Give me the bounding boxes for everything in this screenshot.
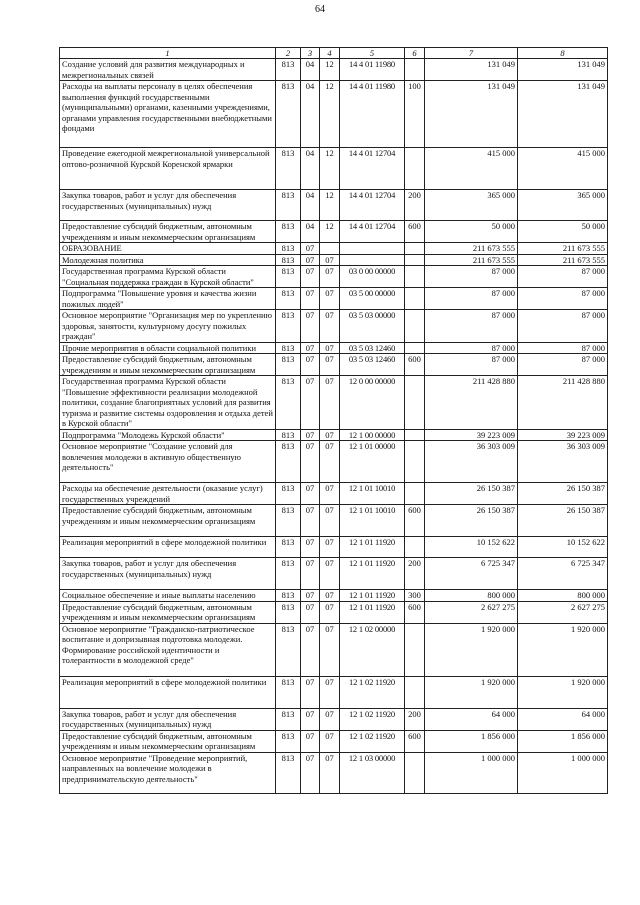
cell-amount-1: 211 673 555 bbox=[425, 254, 518, 266]
cell-expense-type bbox=[405, 310, 425, 343]
cell-amount-1: 211 673 555 bbox=[425, 243, 518, 255]
cell-ministry: 813 bbox=[276, 254, 301, 266]
cell-ministry: 813 bbox=[276, 342, 301, 354]
cell-subsection: 07 bbox=[320, 623, 340, 676]
cell-name: Создание условий для развития международных и межрегиональных связей bbox=[60, 59, 276, 81]
cell-subsection: 07 bbox=[320, 752, 340, 793]
cell-ministry: 813 bbox=[276, 676, 301, 708]
cell-name: Подпрограмма "Повышение уровня и качества жизни пожилых людей" bbox=[60, 288, 276, 310]
cell-name: Основное мероприятие "Проведение мероприятий, направленных на вовлечение молодежи в предпринимательскую деятельность" bbox=[60, 752, 276, 793]
cell-section: 07 bbox=[301, 288, 320, 310]
cell-target-article: 03 5 03 12460 bbox=[340, 342, 405, 354]
cell-ministry: 813 bbox=[276, 505, 301, 537]
cell-ministry: 813 bbox=[276, 59, 301, 81]
cell-subsection: 12 bbox=[320, 59, 340, 81]
cell-ministry: 813 bbox=[276, 601, 301, 623]
cell-target-article: 12 1 02 00000 bbox=[340, 623, 405, 676]
cell-subsection: 07 bbox=[320, 558, 340, 590]
cell-subsection: 07 bbox=[320, 601, 340, 623]
cell-amount-2: 87 000 bbox=[518, 288, 608, 310]
cell-name: Расходы на выплаты персоналу в целях обеспечения выполнения функций государственными (муниципальными) органами, казенными учреждениями, органами управления государственными внебюджетными фондами bbox=[60, 81, 276, 148]
cell-target-article: 03 5 03 00000 bbox=[340, 310, 405, 343]
cell-target-article: 12 1 01 10010 bbox=[340, 483, 405, 505]
cell-target-article: 12 1 01 11920 bbox=[340, 537, 405, 558]
cell-expense-type bbox=[405, 59, 425, 81]
table-row bbox=[60, 148, 608, 190]
cell-subsection: 07 bbox=[320, 342, 340, 354]
cell-ministry: 813 bbox=[276, 537, 301, 558]
cell-target-article: 14 4 01 12704 bbox=[340, 221, 405, 243]
cell-target-article: 14 4 01 11980 bbox=[340, 59, 405, 81]
cell-section: 07 bbox=[301, 376, 320, 430]
cell-ministry: 813 bbox=[276, 288, 301, 310]
cell-subsection: 07 bbox=[320, 537, 340, 558]
cell-expense-type bbox=[405, 429, 425, 441]
cell-name: Закупка товаров, работ и услуг для обеспечения государственных (муниципальных) нужд bbox=[60, 708, 276, 730]
cell-target-article: 03 0 00 00000 bbox=[340, 266, 405, 288]
cell-section: 07 bbox=[301, 483, 320, 505]
cell-amount-1: 10 152 622 bbox=[425, 537, 518, 558]
cell-name: Государственная программа Курской области "Повышение эффективности реализации молодежной политики, создание благоприятных условий для развития туризма и развитие системы оздоровления и отдыха детей в Курской области" bbox=[60, 376, 276, 430]
cell-section: 07 bbox=[301, 558, 320, 590]
cell-amount-1: 2 627 275 bbox=[425, 601, 518, 623]
cell-section: 04 bbox=[301, 59, 320, 81]
table-row bbox=[60, 708, 608, 730]
table-row bbox=[60, 429, 608, 441]
cell-target-article: 14 4 01 12704 bbox=[340, 190, 405, 221]
cell-section: 07 bbox=[301, 310, 320, 343]
cell-target-article: 12 1 02 11920 bbox=[340, 676, 405, 708]
cell-amount-2: 131 049 bbox=[518, 59, 608, 81]
table-row bbox=[60, 601, 608, 623]
cell-target-article: 12 1 01 11920 bbox=[340, 590, 405, 602]
cell-section: 07 bbox=[301, 752, 320, 793]
cell-amount-1: 87 000 bbox=[425, 288, 518, 310]
cell-name: Молодежная политика bbox=[60, 254, 276, 266]
cell-amount-2: 1 000 000 bbox=[518, 752, 608, 793]
cell-section: 07 bbox=[301, 708, 320, 730]
cell-amount-1: 64 000 bbox=[425, 708, 518, 730]
cell-ministry: 813 bbox=[276, 558, 301, 590]
cell-amount-1: 87 000 bbox=[425, 342, 518, 354]
cell-name: Основное мероприятие "Гражданско-патриотическое воспитание и допризывная подготовка молодежи. Формирование российской идентичности и толерантности в молодежной среде" bbox=[60, 623, 276, 676]
cell-target-article bbox=[340, 254, 405, 266]
cell-expense-type: 100 bbox=[405, 81, 425, 148]
cell-expense-type bbox=[405, 537, 425, 558]
cell-amount-1: 800 000 bbox=[425, 590, 518, 602]
cell-expense-type bbox=[405, 441, 425, 483]
cell-expense-type: 600 bbox=[405, 601, 425, 623]
cell-amount-1: 1 920 000 bbox=[425, 623, 518, 676]
cell-amount-2: 415 000 bbox=[518, 148, 608, 190]
cell-name: Предоставление субсидий бюджетным, автономным учреждениям и иным некоммерческим организациям bbox=[60, 221, 276, 243]
cell-expense-type: 600 bbox=[405, 505, 425, 537]
cell-ministry: 813 bbox=[276, 441, 301, 483]
col-header-1: 1 bbox=[60, 48, 276, 59]
table-row bbox=[60, 288, 608, 310]
table-row bbox=[60, 310, 608, 343]
cell-ministry: 813 bbox=[276, 243, 301, 255]
cell-name: ОБРАЗОВАНИЕ bbox=[60, 243, 276, 255]
cell-amount-2: 211 673 555 bbox=[518, 243, 608, 255]
cell-amount-2: 2 627 275 bbox=[518, 601, 608, 623]
cell-amount-1: 211 428 880 bbox=[425, 376, 518, 430]
table-row bbox=[60, 81, 608, 148]
cell-expense-type bbox=[405, 483, 425, 505]
cell-amount-2: 211 428 880 bbox=[518, 376, 608, 430]
cell-target-article: 12 1 01 11920 bbox=[340, 601, 405, 623]
cell-section: 07 bbox=[301, 354, 320, 376]
cell-amount-1: 6 725 347 bbox=[425, 558, 518, 590]
cell-target-article: 12 1 01 00000 bbox=[340, 441, 405, 483]
cell-expense-type: 600 bbox=[405, 354, 425, 376]
cell-section: 04 bbox=[301, 148, 320, 190]
col-header-5: 5 bbox=[340, 48, 405, 59]
table-row bbox=[60, 730, 608, 752]
cell-target-article: 14 4 01 12704 bbox=[340, 148, 405, 190]
cell-ministry: 813 bbox=[276, 429, 301, 441]
cell-amount-1: 87 000 bbox=[425, 310, 518, 343]
cell-expense-type: 200 bbox=[405, 708, 425, 730]
cell-subsection: 12 bbox=[320, 81, 340, 148]
col-header-8: 8 bbox=[518, 48, 608, 59]
cell-section: 07 bbox=[301, 342, 320, 354]
cell-amount-1: 87 000 bbox=[425, 266, 518, 288]
cell-name: Расходы на обеспечение деятельности (оказание услуг) государственных учреждений bbox=[60, 483, 276, 505]
cell-ministry: 813 bbox=[276, 81, 301, 148]
table-row bbox=[60, 342, 608, 354]
cell-amount-1: 26 150 387 bbox=[425, 483, 518, 505]
cell-subsection: 07 bbox=[320, 266, 340, 288]
table-row bbox=[60, 505, 608, 537]
cell-amount-2: 26 150 387 bbox=[518, 483, 608, 505]
cell-amount-2: 64 000 bbox=[518, 708, 608, 730]
cell-target-article: 14 4 01 11980 bbox=[340, 81, 405, 148]
cell-ministry: 813 bbox=[276, 708, 301, 730]
cell-amount-1: 39 223 009 bbox=[425, 429, 518, 441]
cell-ministry: 813 bbox=[276, 376, 301, 430]
cell-subsection: 07 bbox=[320, 483, 340, 505]
cell-amount-1: 87 000 bbox=[425, 354, 518, 376]
cell-ministry: 813 bbox=[276, 483, 301, 505]
cell-amount-2: 6 725 347 bbox=[518, 558, 608, 590]
cell-amount-1: 1 920 000 bbox=[425, 676, 518, 708]
cell-amount-2: 1 920 000 bbox=[518, 676, 608, 708]
col-header-3: 3 bbox=[301, 48, 320, 59]
cell-expense-type bbox=[405, 243, 425, 255]
cell-amount-2: 10 152 622 bbox=[518, 537, 608, 558]
cell-name: Прочие мероприятия в области социальной политики bbox=[60, 342, 276, 354]
cell-section: 04 bbox=[301, 190, 320, 221]
cell-target-article: 12 1 01 11920 bbox=[340, 558, 405, 590]
table-row bbox=[60, 254, 608, 266]
cell-name: Подпрограмма "Молодежь Курской области" bbox=[60, 429, 276, 441]
cell-target-article: 03 5 00 00000 bbox=[340, 288, 405, 310]
col-header-7: 7 bbox=[425, 48, 518, 59]
cell-name: Предоставление субсидий бюджетным, автономным учреждениям и иным некоммерческим организациям bbox=[60, 730, 276, 752]
cell-amount-2: 87 000 bbox=[518, 310, 608, 343]
cell-expense-type bbox=[405, 342, 425, 354]
cell-expense-type: 300 bbox=[405, 590, 425, 602]
table-row bbox=[60, 537, 608, 558]
cell-section: 07 bbox=[301, 266, 320, 288]
cell-amount-2: 131 049 bbox=[518, 81, 608, 148]
cell-name: Реализация мероприятий в сфере молодежной политики bbox=[60, 676, 276, 708]
cell-name: Закупка товаров, работ и услуг для обеспечения государственных (муниципальных) нужд bbox=[60, 558, 276, 590]
cell-amount-1: 131 049 bbox=[425, 81, 518, 148]
cell-subsection: 07 bbox=[320, 441, 340, 483]
table-row bbox=[60, 354, 608, 376]
budget-table bbox=[59, 47, 608, 794]
table-row bbox=[60, 243, 608, 255]
cell-amount-2: 365 000 bbox=[518, 190, 608, 221]
cell-section: 07 bbox=[301, 676, 320, 708]
cell-section: 07 bbox=[301, 730, 320, 752]
header-row bbox=[60, 48, 608, 59]
cell-section: 07 bbox=[301, 254, 320, 266]
cell-name: Предоставление субсидий бюджетным, автономным учреждениям и иным некоммерческим организациям bbox=[60, 505, 276, 537]
table-row bbox=[60, 376, 608, 430]
cell-name: Предоставление субсидий бюджетным, автономным учреждениям и иным некоммерческим организациям bbox=[60, 354, 276, 376]
cell-section: 07 bbox=[301, 537, 320, 558]
cell-expense-type bbox=[405, 623, 425, 676]
cell-ministry: 813 bbox=[276, 354, 301, 376]
cell-subsection: 07 bbox=[320, 288, 340, 310]
cell-target-article: 12 1 02 11920 bbox=[340, 730, 405, 752]
col-header-6: 6 bbox=[405, 48, 425, 59]
cell-amount-2: 26 150 387 bbox=[518, 505, 608, 537]
cell-subsection: 07 bbox=[320, 376, 340, 430]
cell-target-article bbox=[340, 243, 405, 255]
cell-amount-2: 87 000 bbox=[518, 266, 608, 288]
table-row bbox=[60, 441, 608, 483]
cell-amount-2: 39 223 009 bbox=[518, 429, 608, 441]
cell-expense-type bbox=[405, 254, 425, 266]
cell-name: Основное мероприятие "Организация мер по укреплению здоровья, занятости, культурному досугу пожилых граждан" bbox=[60, 310, 276, 343]
cell-subsection: 12 bbox=[320, 190, 340, 221]
cell-amount-2: 36 303 009 bbox=[518, 441, 608, 483]
cell-ministry: 813 bbox=[276, 623, 301, 676]
cell-amount-1: 26 150 387 bbox=[425, 505, 518, 537]
table-row bbox=[60, 590, 608, 602]
cell-section: 04 bbox=[301, 81, 320, 148]
cell-amount-1: 36 303 009 bbox=[425, 441, 518, 483]
table-row bbox=[60, 676, 608, 708]
cell-name: Социальное обеспечение и иные выплаты населению bbox=[60, 590, 276, 602]
cell-amount-1: 365 000 bbox=[425, 190, 518, 221]
cell-section: 04 bbox=[301, 221, 320, 243]
cell-amount-2: 87 000 bbox=[518, 342, 608, 354]
table-row bbox=[60, 558, 608, 590]
table-row bbox=[60, 623, 608, 676]
cell-amount-2: 50 000 bbox=[518, 221, 608, 243]
col-header-2: 2 bbox=[276, 48, 301, 59]
page-number: 64 bbox=[315, 4, 325, 15]
cell-ministry: 813 bbox=[276, 266, 301, 288]
cell-subsection: 07 bbox=[320, 505, 340, 537]
cell-subsection: 07 bbox=[320, 590, 340, 602]
cell-amount-1: 131 049 bbox=[425, 59, 518, 81]
cell-subsection: 12 bbox=[320, 148, 340, 190]
cell-expense-type bbox=[405, 266, 425, 288]
cell-subsection: 07 bbox=[320, 354, 340, 376]
cell-target-article: 12 1 01 10010 bbox=[340, 505, 405, 537]
cell-section: 07 bbox=[301, 623, 320, 676]
cell-subsection: 07 bbox=[320, 676, 340, 708]
table-row bbox=[60, 190, 608, 221]
cell-subsection: 12 bbox=[320, 221, 340, 243]
cell-name: Государственная программа Курской области "Социальная поддержка граждан в Курской области" bbox=[60, 266, 276, 288]
cell-amount-1: 1 000 000 bbox=[425, 752, 518, 793]
cell-amount-2: 800 000 bbox=[518, 590, 608, 602]
cell-section: 07 bbox=[301, 243, 320, 255]
cell-target-article: 12 1 00 00000 bbox=[340, 429, 405, 441]
cell-subsection: 07 bbox=[320, 254, 340, 266]
cell-ministry: 813 bbox=[276, 148, 301, 190]
cell-ministry: 813 bbox=[276, 190, 301, 221]
cell-section: 07 bbox=[301, 441, 320, 483]
table-row bbox=[60, 59, 608, 81]
cell-name: Закупка товаров, работ и услуг для обеспечения государственных (муниципальных) нужд bbox=[60, 190, 276, 221]
cell-section: 07 bbox=[301, 590, 320, 602]
cell-expense-type bbox=[405, 288, 425, 310]
cell-amount-2: 1 920 000 bbox=[518, 623, 608, 676]
cell-ministry: 813 bbox=[276, 730, 301, 752]
cell-ministry: 813 bbox=[276, 221, 301, 243]
cell-target-article: 12 0 00 00000 bbox=[340, 376, 405, 430]
table-row bbox=[60, 483, 608, 505]
cell-expense-type bbox=[405, 676, 425, 708]
cell-expense-type: 200 bbox=[405, 190, 425, 221]
cell-subsection bbox=[320, 243, 340, 255]
cell-subsection: 07 bbox=[320, 310, 340, 343]
cell-name: Проведение ежегодной межрегиональной универсальной оптово-розничной Курской Коренской ярмарки bbox=[60, 148, 276, 190]
table-row bbox=[60, 752, 608, 793]
cell-amount-1: 50 000 bbox=[425, 221, 518, 243]
cell-section: 07 bbox=[301, 429, 320, 441]
cell-name: Предоставление субсидий бюджетным, автономным учреждениям и иным некоммерческим организациям bbox=[60, 601, 276, 623]
table-row bbox=[60, 266, 608, 288]
cell-name: Реализация мероприятий в сфере молодежной политики bbox=[60, 537, 276, 558]
cell-ministry: 813 bbox=[276, 590, 301, 602]
cell-ministry: 813 bbox=[276, 752, 301, 793]
cell-amount-2: 1 856 000 bbox=[518, 730, 608, 752]
cell-amount-2: 87 000 bbox=[518, 354, 608, 376]
cell-ministry: 813 bbox=[276, 310, 301, 343]
cell-subsection: 07 bbox=[320, 429, 340, 441]
cell-expense-type: 600 bbox=[405, 730, 425, 752]
cell-section: 07 bbox=[301, 505, 320, 537]
col-header-4: 4 bbox=[320, 48, 340, 59]
cell-expense-type bbox=[405, 148, 425, 190]
cell-expense-type bbox=[405, 752, 425, 793]
cell-target-article: 03 5 03 12460 bbox=[340, 354, 405, 376]
cell-subsection: 07 bbox=[320, 708, 340, 730]
cell-expense-type: 600 bbox=[405, 221, 425, 243]
cell-target-article: 12 1 02 11920 bbox=[340, 708, 405, 730]
cell-target-article: 12 1 03 00000 bbox=[340, 752, 405, 793]
cell-expense-type: 200 bbox=[405, 558, 425, 590]
cell-name: Основное мероприятие "Создание условий для вовлечения молодежи в активную общественную деятельность" bbox=[60, 441, 276, 483]
cell-amount-1: 415 000 bbox=[425, 148, 518, 190]
cell-subsection: 07 bbox=[320, 730, 340, 752]
table-row bbox=[60, 221, 608, 243]
cell-section: 07 bbox=[301, 601, 320, 623]
cell-amount-2: 211 673 555 bbox=[518, 254, 608, 266]
cell-expense-type bbox=[405, 376, 425, 430]
cell-amount-1: 1 856 000 bbox=[425, 730, 518, 752]
